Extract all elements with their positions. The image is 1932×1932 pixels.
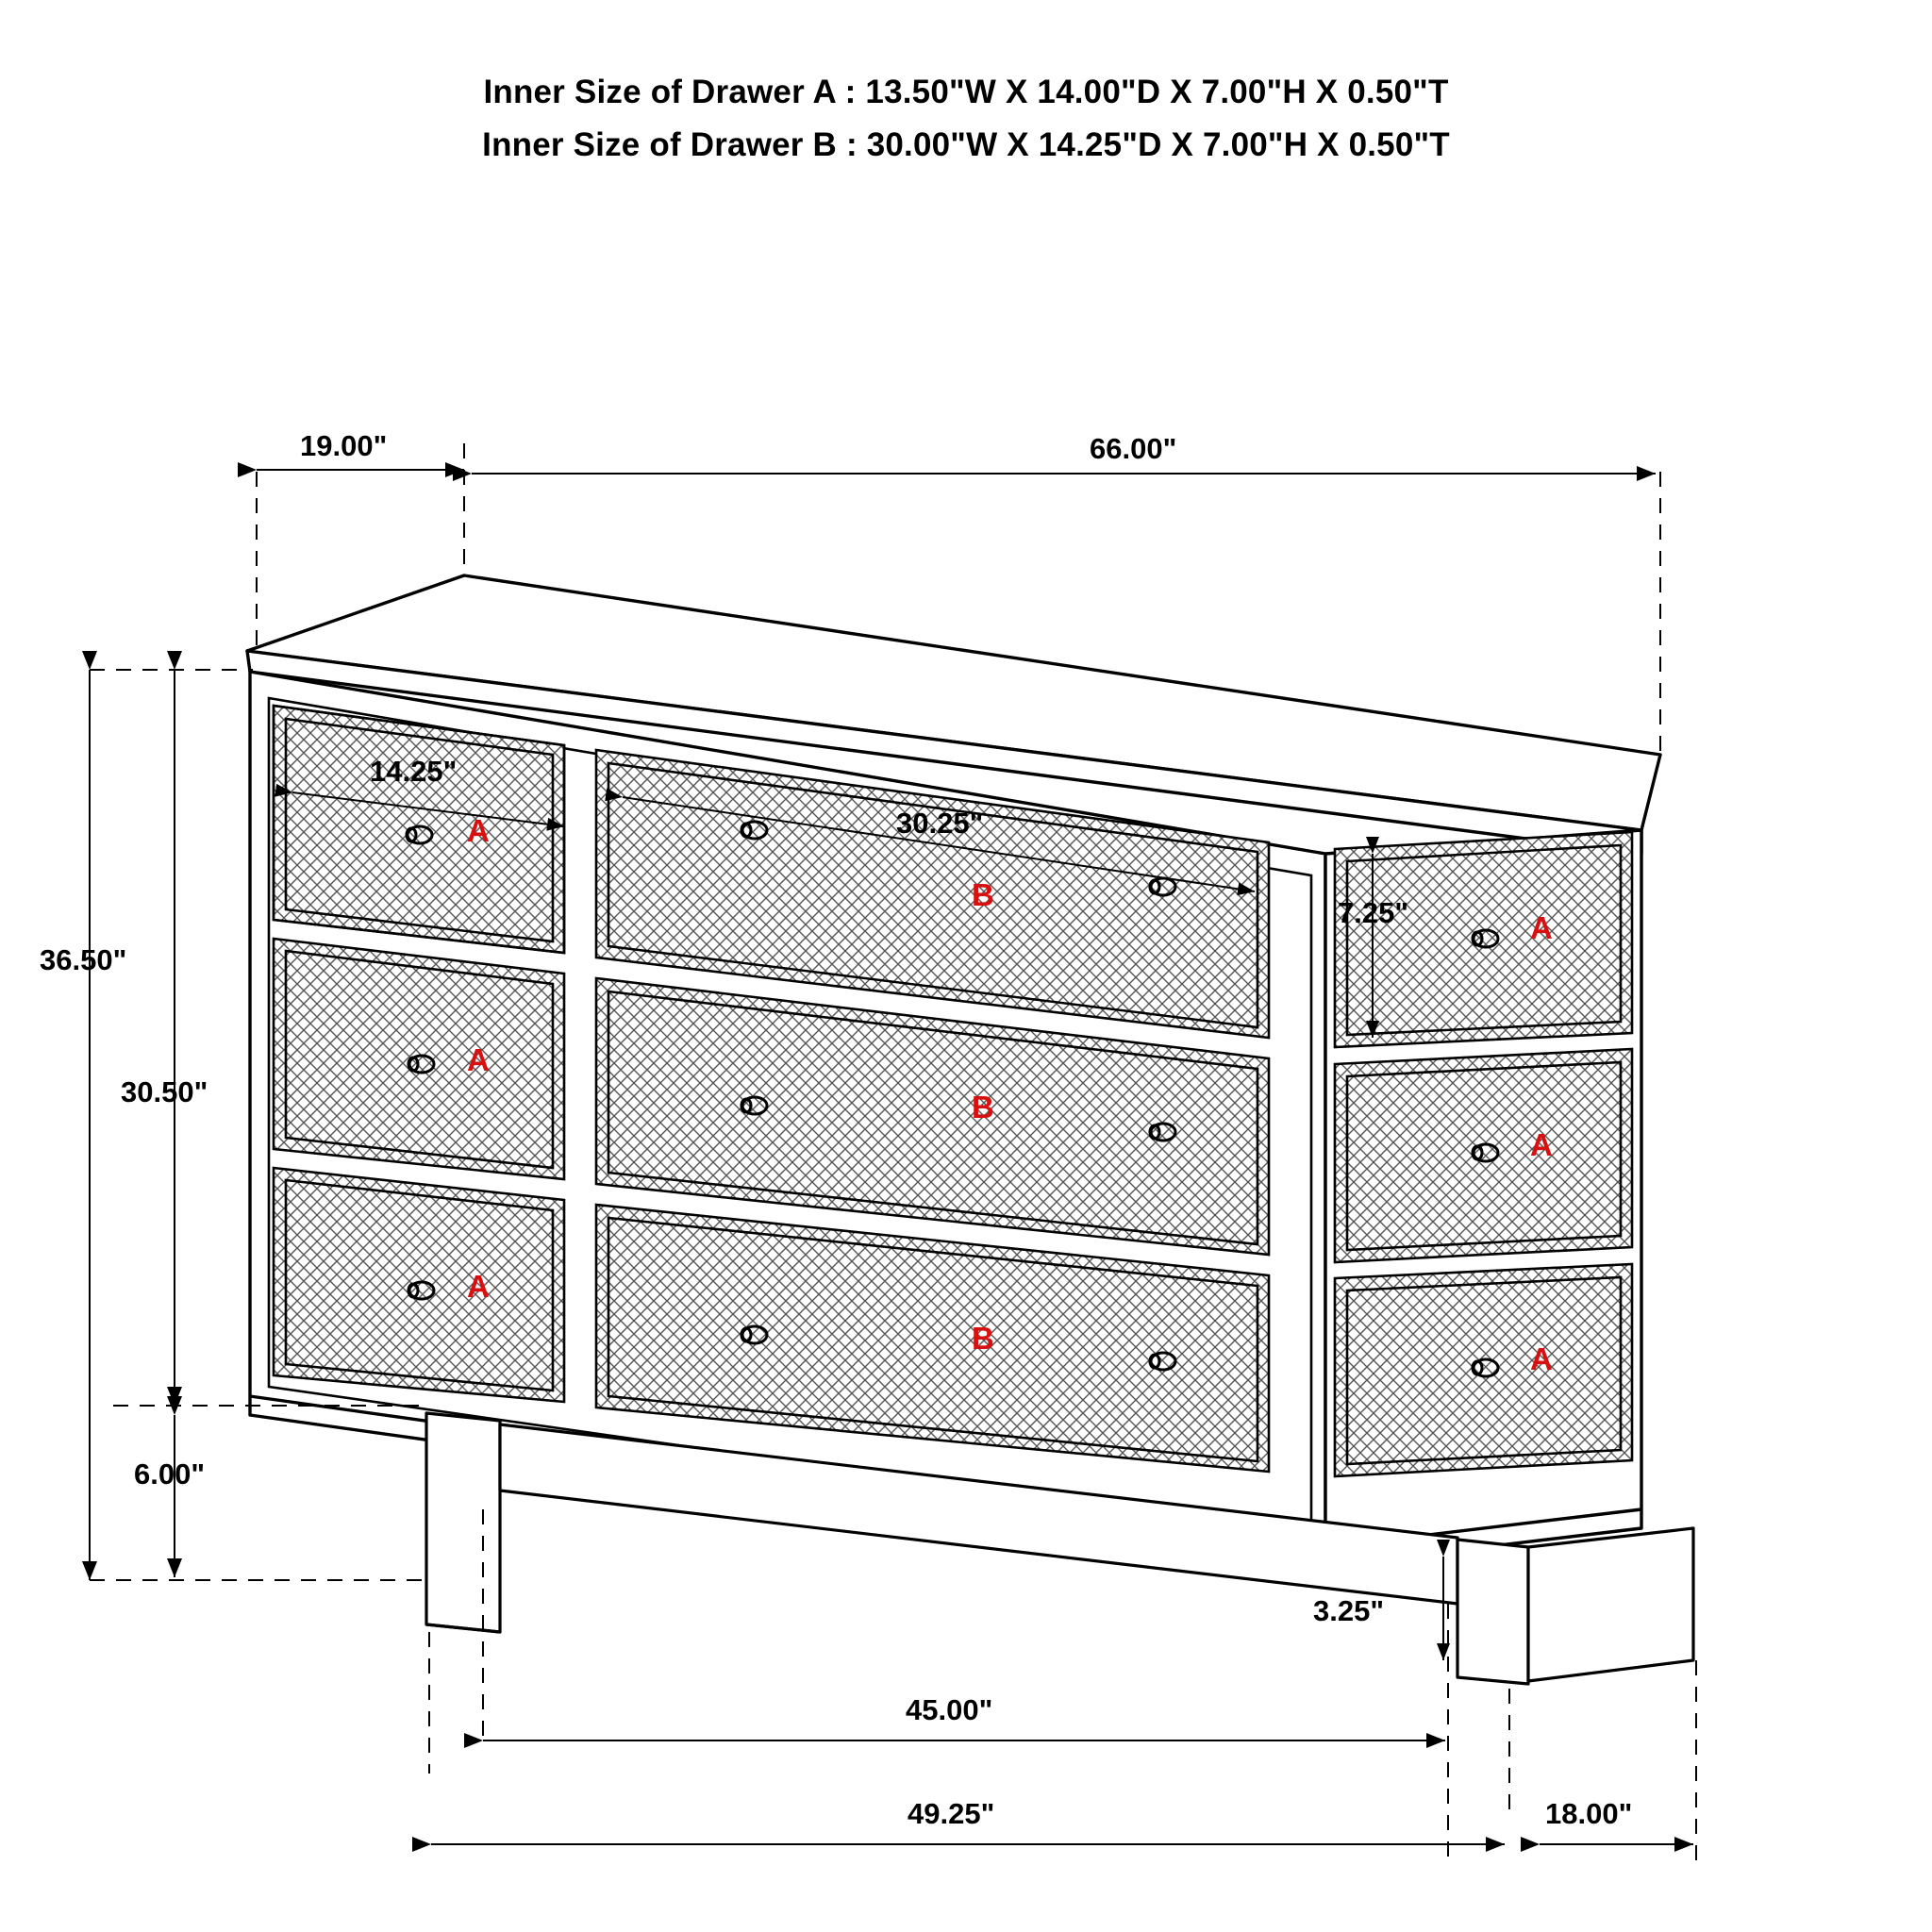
dim-drawer-height: 7.25"	[1338, 896, 1409, 929]
dim-width-top: 66.00"	[1090, 432, 1177, 465]
drawer-label-front-right-top: A	[1530, 910, 1553, 945]
drawer-label-front-left-top: A	[467, 813, 490, 848]
drawer-label-front-left-bottom: A	[467, 1269, 490, 1304]
drawer-b-spec-text: Inner Size of Drawer B : 30.00"W X 14.25"D X 7.00"H X 0.50"T	[482, 126, 1450, 163]
dim-drawer-a-width: 14.25"	[370, 755, 458, 788]
drawer-a-spec-text: Inner Size of Drawer A : 13.50"W X 14.00"D X 7.00"H X 0.50"T	[483, 74, 1449, 110]
drawer-label-front-right-bottom: A	[1530, 1341, 1553, 1376]
dim-cabinet-height: 30.50"	[121, 1075, 208, 1108]
dim-total-height: 36.50"	[40, 943, 127, 976]
dim-depth-top-left: 19.00"	[300, 429, 388, 462]
drawer-label-front-right-middle: A	[1530, 1127, 1553, 1162]
drawer-label-front-center-middle: B	[972, 1090, 994, 1124]
dim-leg-height: 6.00"	[134, 1457, 206, 1491]
drawer-label-front-center-bottom: B	[972, 1321, 994, 1356]
dim-base-right: 18.00"	[1545, 1797, 1633, 1830]
dim-drawer-b-width: 30.25"	[896, 807, 984, 840]
drawer-label-front-left-middle: A	[467, 1042, 490, 1077]
drawer-label-front-center-top: B	[972, 877, 994, 912]
dim-base-inner-width: 45.00"	[906, 1693, 993, 1726]
dim-base-rail-height: 3.25"	[1313, 1594, 1385, 1627]
dim-base-outer-width: 49.25"	[908, 1797, 995, 1830]
